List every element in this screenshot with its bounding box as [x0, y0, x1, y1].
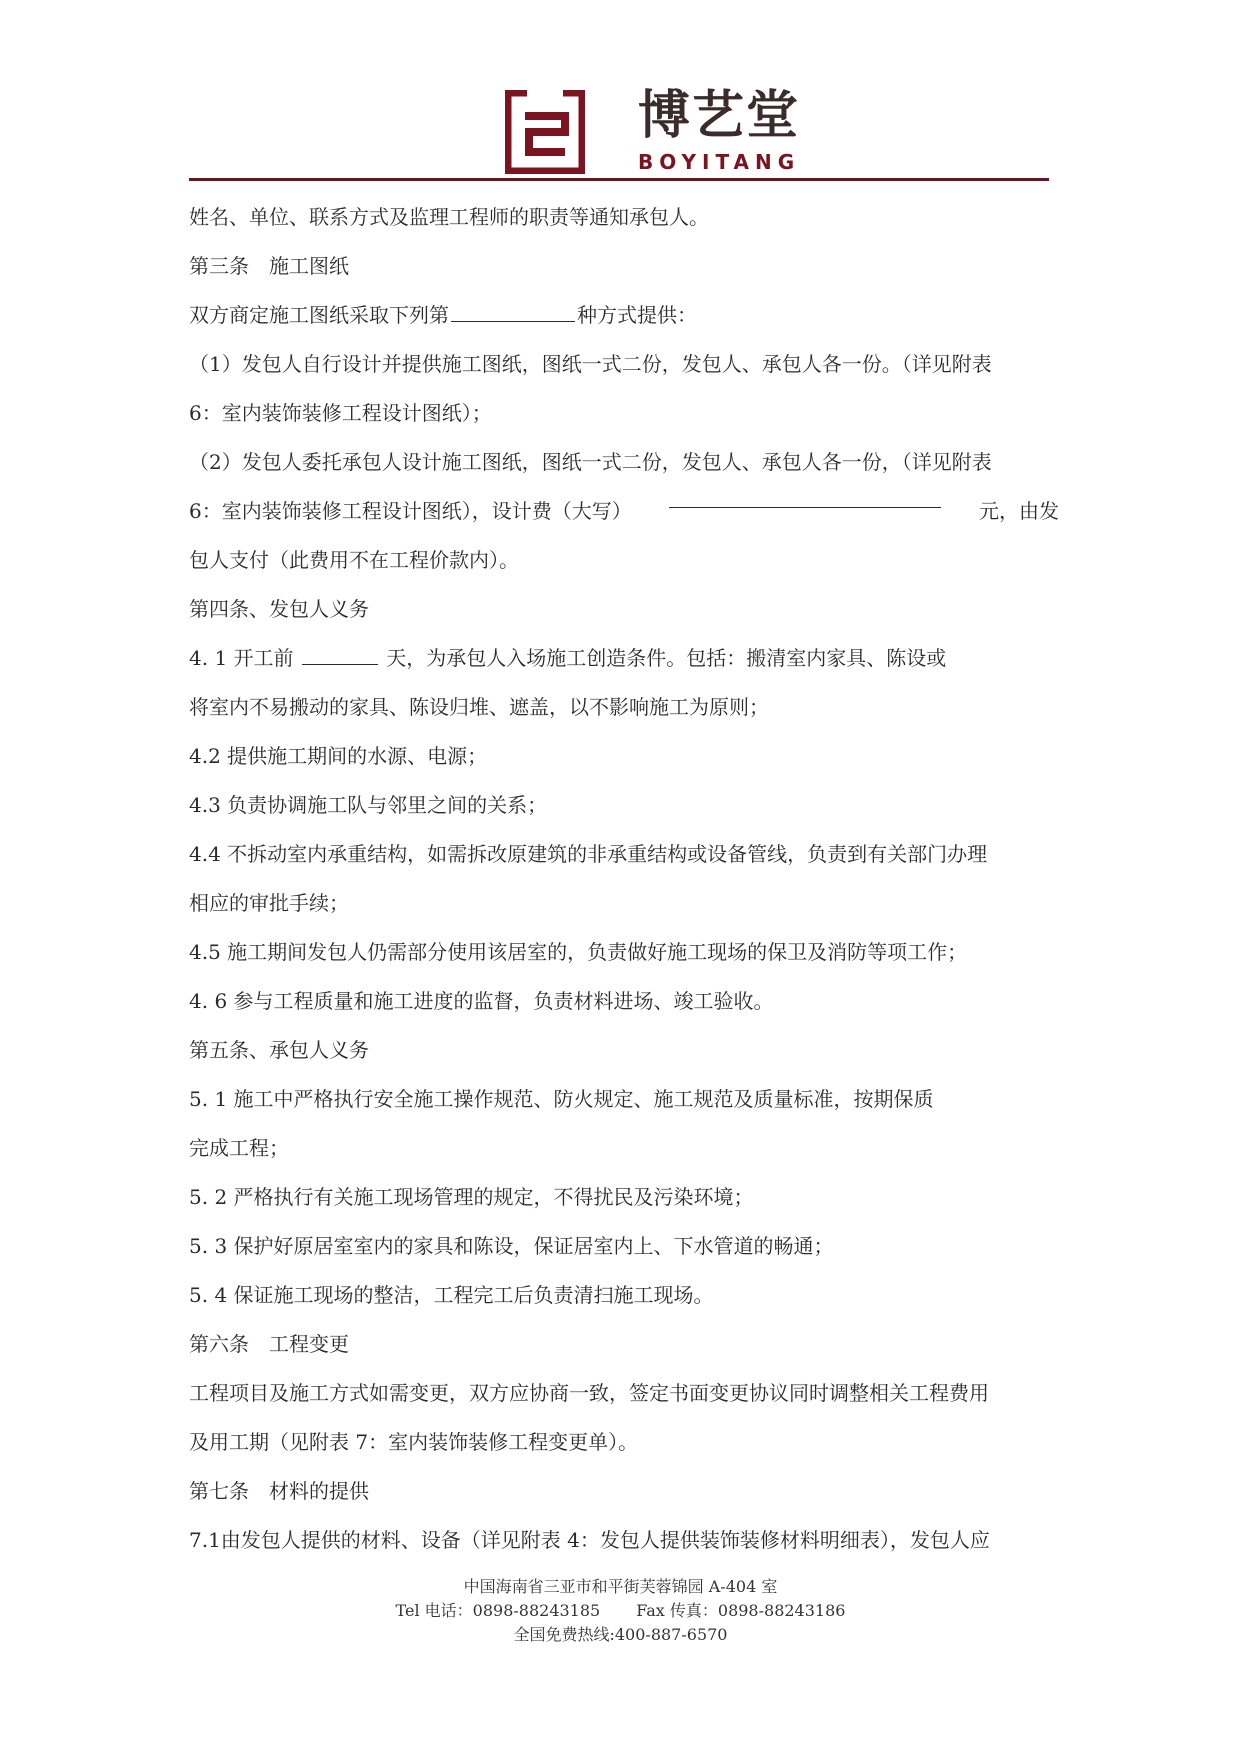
text-line: 将室内不易搬动的家具、陈设归堆、遮盖，以不影响施工为原则； — [189, 695, 769, 719]
drawing-method-blank[interactable] — [451, 301, 575, 322]
text-line: 4.4 不拆动室内承重结构，如需拆改原建筑的非承重结构或设备管线，负责到有关部门办理 — [189, 842, 988, 866]
text-line: 6：室内装饰装修工程设计图纸）； — [189, 401, 492, 425]
brand-name-chinese: 博艺堂 — [638, 86, 801, 146]
text-line: 4. 1 开工前 天，为承包人入场施工创造条件。包括：搬清室内家具、陈设或 — [189, 646, 947, 670]
footer-tel: Tel 电话：0898-88243185 — [395, 1601, 601, 1620]
boyitang-logo-icon — [505, 90, 585, 174]
days-before-start-blank[interactable] — [302, 644, 378, 665]
text-line: 相应的审批手续； — [189, 891, 349, 915]
text-line: （1）发包人自行设计并提供施工图纸，图纸一式二份，发包人、承包人各一份。（详见附表 — [189, 352, 992, 376]
design-fee-blank[interactable] — [669, 487, 941, 508]
text-line: 及用工期（见附表 7：室内装饰装修工程变更单）。 — [189, 1430, 639, 1454]
brand-name-english: BOYITANG — [638, 150, 801, 174]
section-heading-6: 第六条 工程变更 — [189, 1332, 349, 1356]
section-heading-7: 第七条 材料的提供 — [189, 1479, 369, 1503]
text-line: 完成工程； — [189, 1136, 289, 1160]
text-line: 4.2 提供施工期间的水源、电源； — [189, 744, 488, 768]
text-line: 6：室内装饰装修工程设计图纸），设计费（大写） 元，由发 — [189, 487, 1059, 536]
section-heading-3: 第三条 施工图纸 — [189, 254, 349, 278]
page-footer — [0, 1575, 1241, 1647]
text-line: 工程项目及施工方式如需变更，双方应协商一致，签定书面变更协议同时调整相关工程费用 — [189, 1381, 989, 1405]
footer-fax: Fax 传真：0898-88243186 — [636, 1601, 846, 1620]
text-line: 7.1由发包人提供的材料、设备（详见附表 4：发包人提供装饰装修材料明细表），发包人应 — [189, 1528, 990, 1552]
text-line: 5. 3 保护好原居室室内的家具和陈设，保证居室内上、下水管道的畅通； — [189, 1234, 834, 1258]
section-heading-5: 第五条、承包人义务 — [189, 1038, 369, 1062]
text-line: 包人支付（此费用不在工程价款内）。 — [189, 548, 519, 572]
footer-contact — [0, 1599, 1241, 1623]
text-line: 4.3 负责协调施工队与邻里之间的关系； — [189, 793, 548, 817]
text-line: 5. 1 施工中严格执行安全施工操作规范、防火规定、施工规范及质量标准，按期保质 — [189, 1087, 934, 1111]
section-heading-4: 第四条、发包人义务 — [189, 597, 369, 621]
text-line: 4. 6 参与工程质量和施工进度的监督，负责材料进场、竣工验收。 — [189, 989, 774, 1013]
text-line: 姓名、单位、联系方式及监理工程师的职责等通知承包人。 — [189, 205, 709, 229]
text-line: 双方商定施工图纸采取下列第 种方式提供： — [189, 303, 697, 327]
footer-address: 中国海南省三亚市和平街芙蓉锦园 A-404 室 — [463, 1577, 778, 1596]
text-line: 5. 4 保证施工现场的整洁，工程完工后负责清扫施工现场。 — [189, 1283, 714, 1307]
footer-hotline: 全国免费热线:400-887-6570 — [513, 1625, 728, 1644]
text-line: 5. 2 严格执行有关施工现场管理的规定，不得扰民及污染环境； — [189, 1185, 754, 1209]
text-line: （2）发包人委托承包人设计施工图纸，图纸一式二份，发包人、承包人各一份，（详见附表 — [189, 450, 992, 474]
header-divider — [189, 178, 1049, 181]
document-body — [189, 193, 1059, 1565]
text-line: 4.5 施工期间发包人仍需部分使用该居室的，负责做好施工现场的保卫及消防等项工作； — [189, 940, 968, 964]
